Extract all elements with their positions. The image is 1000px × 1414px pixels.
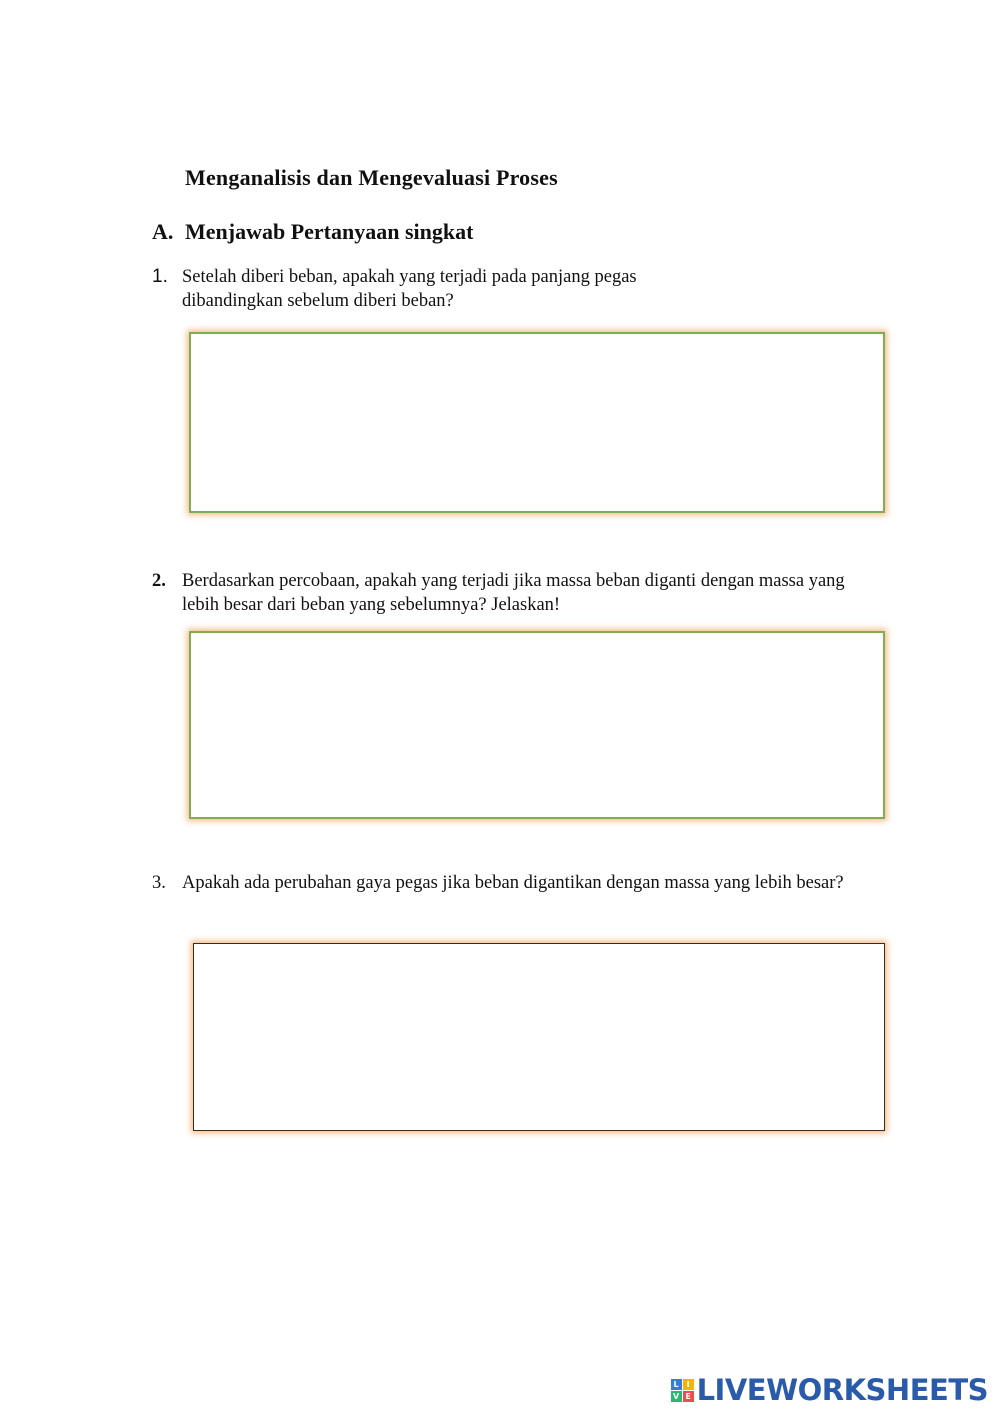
answer-box-3[interactable]: [193, 943, 885, 1131]
section-letter: A.: [152, 219, 174, 244]
liveworksheets-logo-icon: [671, 1379, 694, 1402]
logo-mark-letter: V: [671, 1391, 682, 1402]
logo-text: LIVEWORKSHEETS: [696, 1373, 988, 1407]
question-text: Apakah ada perubahan gaya pegas jika beban digantikan dengan massa yang lebih besar?: [182, 873, 844, 893]
logo-mark-letter: L: [671, 1379, 682, 1390]
section-heading: [152, 219, 473, 245]
section-heading-text: Menjawab Pertanyaan singkat: [185, 219, 474, 244]
question-number: 2.: [152, 571, 166, 591]
question-number: 3.: [152, 873, 166, 893]
logo-mark-letter: I: [683, 1379, 694, 1390]
logo-mark-letter: E: [683, 1391, 694, 1402]
question-text: Berdasarkan percobaan, apakah yang terjadi jika massa beban diganti dengan massa yang lebih besar dari beban yang sebelumnya? Jelaskan!: [182, 571, 845, 615]
question-text: Setelah diberi beban, apakah yang terjadi pada panjang pegas dibandingkan sebelum diberi beban?: [182, 267, 637, 311]
page-title: Menganalisis dan Mengevaluasi Proses: [185, 165, 558, 190]
question-number: 1.: [152, 266, 168, 287]
liveworksheets-logo: [671, 1372, 988, 1408]
answer-box-2[interactable]: [189, 631, 885, 819]
answer-box-1[interactable]: [189, 332, 885, 513]
